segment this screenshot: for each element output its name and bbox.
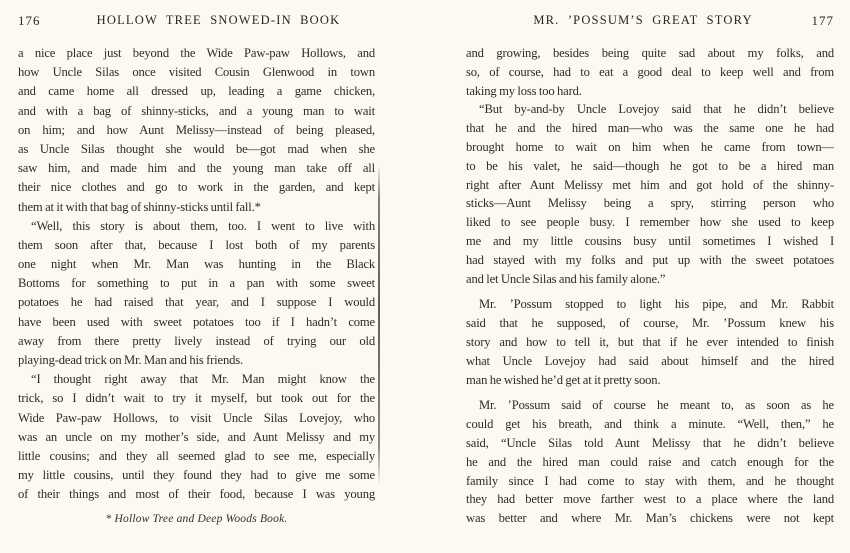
text-line: a nice place just beyond the Wide Paw-paw Hollows, and — [18, 46, 375, 60]
page-header-right — [466, 13, 834, 33]
text-line: away from there pretty lively instead of trying our old — [18, 333, 375, 348]
page-right — [466, 13, 834, 528]
text-line: liked to see people busy. I remember how she used to keep — [466, 215, 834, 230]
text-line: sticks—Aunt Melissy being a spry, stirring person who — [466, 196, 834, 211]
text-line: how Uncle Silas once visited Cousin Glenwood in town — [18, 65, 375, 80]
text-line: said, “Uncle Silas told Aunt Melissy that he didn’t believe — [466, 435, 834, 450]
text-line: he and the hired man could raise and catch enough for the — [466, 454, 834, 469]
text-line: of their things and most of their food, because I was young — [18, 487, 375, 502]
text-line: had stayed with my folks and put up with the sweet potatoes — [466, 252, 834, 267]
page-body-right — [466, 44, 834, 528]
text-line: was an uncle on my mother’s side, and Aunt Melissy and my — [18, 429, 375, 444]
page-gutter-line — [378, 165, 380, 485]
text-line: as Uncle Silas thought she would be—got mad when she — [18, 141, 375, 156]
text-line: “I thought right away that Mr. Man might know the — [31, 372, 375, 387]
text-line: Wide Paw-paw Hollows, to visit Uncle Silas Lovejoy, who — [18, 410, 375, 425]
text-line: and came home all dressed up, leading a game chicken, — [18, 84, 375, 99]
text-line: was better and where Mr. Man’s chickens were not kept — [466, 511, 834, 526]
running-title-left: HOLLOW TREE SNOWED-IN BOOK — [96, 13, 341, 27]
text-line: and growing, besides being quite sad about my folks, and — [466, 46, 834, 60]
text-line: said that he supposed, of course, Mr. ’Possum knew his — [466, 316, 834, 331]
text-line: to be his valet, he said—though he got to be a hired man — [466, 158, 834, 173]
text-line: one night when Mr. Man was hunting in the Black — [18, 257, 375, 272]
text-line: little cousins; and they all seemed glad to see me, especially — [18, 448, 375, 463]
text-line: what Uncle Lovejoy had said about himself and the hired — [466, 353, 834, 368]
text-line: me and my little cousins busy until sometimes I wished I — [466, 233, 834, 248]
text-line: right after Aunt Melissy met him and got hold of the shinny- — [466, 177, 834, 192]
text-line: family since I had come to stay with them, and he thought — [466, 473, 834, 488]
text-line: their nice clothes and go to work in the garden, and kept — [18, 180, 375, 195]
text-line: Mr. ’Possum said of course he meant to, as soon as he — [479, 398, 834, 413]
text-line: so, of course, had to eat a good deal to keep well and from — [466, 64, 834, 79]
page-left — [18, 13, 375, 525]
page-number-right: 177 — [811, 13, 834, 28]
text-line: my little cousins, until they found they had to give me some — [18, 468, 375, 483]
text-line: that he and the hired man—who was the same one he had — [466, 121, 834, 136]
footnote: * Hollow Tree and Deep Woods Book. — [105, 512, 288, 525]
text-line: brought home to wait on him when he came from town— — [466, 139, 834, 154]
text-line: them at it with that bag of shinny-sticks until fall.* — [18, 199, 261, 214]
page-header-left — [18, 13, 375, 33]
text-line: on him; and how Aunt Melissy—instead of being pleased, — [18, 122, 375, 137]
text-line: “But by-and-by Uncle Lovejoy said that he didn’t believe — [479, 102, 834, 117]
page-number-left: 176 — [18, 13, 41, 28]
running-title-right: MR. ’POSSUM’S GREAT STORY — [533, 13, 753, 27]
text-line: Bottoms for something to put in a pan with some sweet — [18, 276, 375, 291]
text-line: and let Uncle Silas and his family alone.” — [466, 271, 666, 286]
text-line: story and how to tell it, but that if he ever intended to finish — [466, 334, 834, 349]
text-line: them soon after that, because I lost both of my parents — [18, 237, 375, 252]
text-line: “Well, this story is about them, too. I went to live with — [31, 218, 375, 233]
text-line: saw him, and made him and the young man take off all — [18, 161, 375, 176]
text-line: taking my loss too hard. — [466, 83, 582, 98]
text-line: man he wished he’d get at it pretty soon. — [466, 372, 661, 387]
text-line: have been used with sweet potatoes too if I hadn’t come — [18, 314, 375, 329]
text-line: playing-dead trick on Mr. Man and his friends. — [18, 353, 243, 367]
text-line: could get his breath, and think a minute. “Well, then,” he — [466, 417, 834, 432]
page-body-left — [18, 44, 375, 505]
text-line: potatoes he had raised that year, and I suppose I would — [18, 295, 375, 310]
text-line: Mr. ’Possum stopped to light his pipe, and Mr. Rabbit — [479, 297, 834, 312]
text-line: they had better move farther west to a place where the land — [466, 492, 834, 507]
text-line: and with a bag of shinny-sticks, and a young man to wait — [18, 103, 375, 118]
text-line: trick, so I didn’t wait to try it myself, but took out for the — [18, 391, 375, 406]
